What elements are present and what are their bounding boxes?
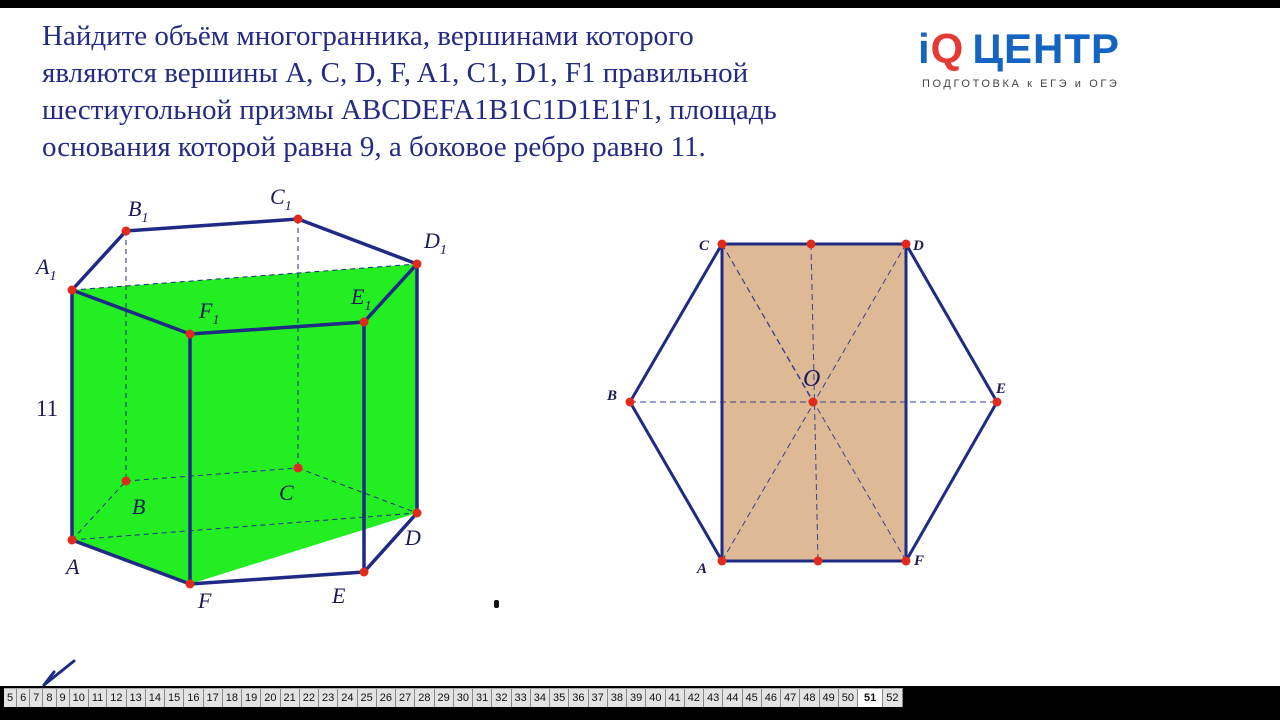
hexagon-figure (606, 238, 1006, 577)
prism-figure (34, 184, 447, 613)
page-tab-42[interactable]: 42 (685, 689, 704, 707)
page-tab-39[interactable]: 39 (627, 689, 646, 707)
hex-label-o: O (803, 366, 821, 392)
page-tab-29[interactable]: 29 (435, 689, 454, 707)
page-tab-48[interactable]: 48 (800, 689, 819, 707)
label-b1: $B_1$ (128, 196, 149, 226)
page-tab-5[interactable]: 5 (4, 689, 17, 707)
label-f: F (198, 588, 212, 613)
page-tab-16[interactable]: 16 (184, 689, 203, 707)
page-tab-44[interactable]: 44 (723, 689, 742, 707)
slide (0, 8, 1280, 686)
hex-label-a: A (697, 561, 708, 577)
page-tab-28[interactable]: 28 (415, 689, 434, 707)
page-tab-41[interactable]: 41 (666, 689, 685, 707)
hex-label-b: B (607, 388, 618, 404)
problem-line: Найдите объём многогранника, вершинами которого (42, 20, 694, 52)
page-tab-19[interactable]: 19 (242, 689, 261, 707)
logo-word: ЦЕНТР (972, 25, 1121, 72)
problem-line: являются вершины A, C, D, F, A1, C1, D1, F1 правильной (42, 57, 749, 89)
page-tab-12[interactable]: 12 (107, 689, 126, 707)
page-tab-24[interactable]: 24 (338, 689, 357, 707)
page-tab-32[interactable]: 32 (492, 689, 511, 707)
page-tab-46[interactable]: 46 (762, 689, 781, 707)
label-b: B (132, 494, 146, 519)
label-c: C (279, 480, 294, 505)
page-tab-33[interactable]: 33 (512, 689, 531, 707)
page-tab-35[interactable]: 35 (550, 689, 569, 707)
label-d: D (405, 525, 421, 550)
pen-cursor-icon (40, 658, 80, 686)
hex-label-f: F (914, 553, 925, 569)
figures-canvas (0, 8, 1280, 686)
hex-label-c: C (699, 238, 710, 254)
mouse-cursor-icon (494, 600, 499, 608)
page-tab-14[interactable]: 14 (146, 689, 165, 707)
problem-line: шестиугольной призмы ABCDEFA1B1C1D1E1F1, площадь (42, 94, 777, 126)
page-tab-25[interactable]: 25 (358, 689, 377, 707)
page-tab-47[interactable]: 47 (781, 689, 800, 707)
label-a: A (66, 554, 80, 579)
page-tab-40[interactable]: 40 (646, 689, 665, 707)
page-tab-18[interactable]: 18 (223, 689, 242, 707)
page-tab-30[interactable]: 30 (454, 689, 473, 707)
label-c1: $C_1$ (270, 184, 292, 214)
logo-letter-i: i (918, 25, 931, 72)
page-tab-27[interactable]: 27 (396, 689, 415, 707)
page-tab-38[interactable]: 38 (608, 689, 627, 707)
page-tab-7[interactable]: 7 (30, 689, 43, 707)
label-f1: $F_1$ (199, 298, 220, 328)
hex-label-d: D (913, 238, 924, 254)
logo-letter-q: Q (930, 25, 965, 72)
page-tab-26[interactable]: 26 (377, 689, 396, 707)
page-tab-17[interactable]: 17 (204, 689, 223, 707)
page-tab-21[interactable]: 21 (281, 689, 300, 707)
page-tab-45[interactable]: 45 (743, 689, 762, 707)
page-tab-10[interactable]: 10 (70, 689, 89, 707)
page-tab-20[interactable]: 20 (261, 689, 280, 707)
logo-tagline: ПОДГОТОВКА к ЕГЭ и ОГЭ (922, 78, 1120, 90)
page-tab-50[interactable]: 50 (839, 689, 858, 707)
page-tab-37[interactable]: 37 (589, 689, 608, 707)
lateral-edge-label: 11 (36, 396, 59, 421)
page-tab-49[interactable]: 49 (820, 689, 839, 707)
label-e: E (332, 583, 346, 608)
page-tab-34[interactable]: 34 (531, 689, 550, 707)
page-tab-31[interactable]: 31 (473, 689, 492, 707)
label-e1: $E_1$ (351, 284, 372, 314)
slide-navigation-bar (0, 686, 1280, 720)
label-a1: $A_1$ (36, 254, 57, 284)
page-tab-9[interactable]: 9 (57, 689, 70, 707)
page-tab-11[interactable]: 11 (89, 689, 107, 707)
page-tab-52[interactable]: 52 (883, 689, 902, 707)
page-tabs (4, 688, 903, 707)
page-tab-8[interactable]: 8 (43, 689, 56, 707)
page-tab-13[interactable]: 13 (127, 689, 146, 707)
hex-label-e: E (996, 381, 1007, 397)
problem-line: основания которой равна 9, а боковое ребро равно 11. (42, 131, 706, 163)
page-tab-51[interactable]: 51 (858, 689, 883, 707)
page-tab-15[interactable]: 15 (165, 689, 184, 707)
label-d1: $D_1$ (424, 228, 447, 258)
page-tab-6[interactable]: 6 (17, 689, 30, 707)
page-tab-36[interactable]: 36 (569, 689, 588, 707)
page-tab-22[interactable]: 22 (300, 689, 319, 707)
page-tab-43[interactable]: 43 (704, 689, 723, 707)
page-tab-23[interactable]: 23 (319, 689, 338, 707)
